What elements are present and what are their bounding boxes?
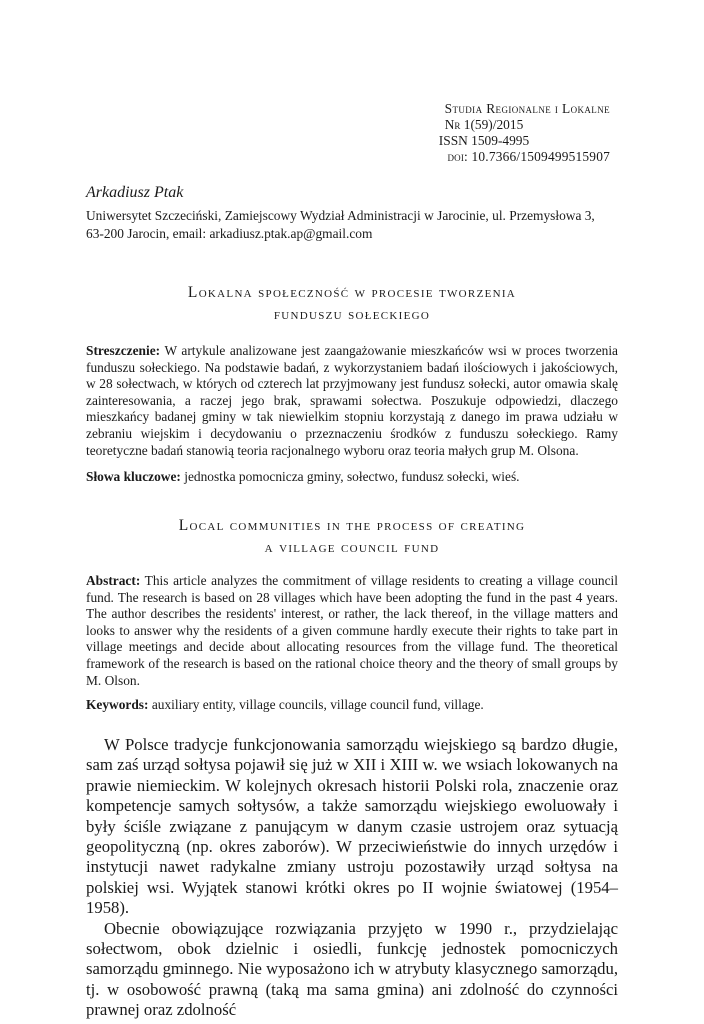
abstract-en-text: This article analyzes the commitment of village residents to creating a village council fund. The research is based on 28 villages which have been adopting the fund in the past 4 years. The author describes the residents' interest, or rather, the lack thereof, in the village matters and looks to answer why the residents of a given commune hardly execute their rights to take part in village meetings and decide about allocating resources from the village fund. The theoretical framework of the research is based on the rational choice theory and the theory of small groups by M. Olson. — [86, 573, 618, 688]
journal-issn: ISSN 1509-4995 — [438, 133, 530, 148]
keywords-pl-label: Słowa kluczowe: — [86, 469, 181, 484]
keywords-pl — [86, 469, 618, 486]
journal-title: Studia Regionalne i Lokalne — [444, 101, 610, 116]
body-paragraph-1: W Polsce tradycje funkcjonowania samorządu wiejskiego są bardzo długie, sam zaś urząd sołtysa pojawił się już w XII i XIII w. we wsiach lokowanych na prawie niemieckim. W kolejnych okresach historii Polski rola, znaczenie oraz kompetencje samych sołtysów, a także samorządu wiejskiego ewoluowały i były ściśle związane z panującym w danym czasie ustrojem oraz sytuacją geopolityczną (np. okres zaborów). W przeciwieństwie do innych urzędów i instytucji nawet radykalne zmiany ustroju pozostawiły urząd sołtysa na polskiej wsi. Wyjątek stanowi krótki okres po II wojnie światowej (1954–1958). — [86, 735, 618, 918]
journal-doi: doi: 10.7366/1509499515907 — [447, 149, 610, 164]
keywords-pl-text: jednostka pomocnicza gminy, sołectwo, fundusz sołecki, wieś. — [184, 469, 520, 484]
affiliation-line-1: Uniwersytet Szczeciński, Zamiejscowy Wydział Administracji w Jarocinie, ul. Przemysłowa 3, — [86, 208, 595, 223]
author-name: Arkadiusz Ptak — [86, 184, 184, 201]
journal-issue: Nr 1(59)/2015 — [444, 117, 524, 132]
article-title-en — [86, 515, 618, 559]
abstract-pl — [86, 343, 618, 459]
title-en-line-1: Local communities in the process of creating — [178, 517, 526, 534]
abstract-pl-text: W artykule analizowane jest zaangażowanie mieszkańców wsi w proces tworzenia funduszu sołeckiego. Na podstawie badań, z wykorzystaniem badań ilościowych i jakościowych, w 28 sołectwach, w których od czterech lat przyjmowany jest fundusz sołecki, autor omawia skalę zainteresowania, a raczej jego brak, sprawami sołectwa. Poszukuje odpowiedzi, dlaczego mieszkańcy badanej gminy w tak niewielkim stopniu korzystają z danego im prawa udziału w zebraniu wiejskim i decydowaniu o przeznaczeniu środków z funduszu sołeckiego. Ramy teoretyczne badań stanowią teoria racjonalnego wyboru oraz teoria małych grup M. Olsona. — [86, 343, 618, 458]
title-pl-line-1: Lokalna społeczność w procesie tworzenia — [187, 284, 517, 301]
title-en-line-2: a village council fund — [264, 539, 440, 556]
title-pl-line-2: funduszu sołeckiego — [273, 306, 431, 323]
affiliation-line-2: 63-200 Jarocin, email: arkadiusz.ptak.ap@gmail.com — [86, 226, 373, 241]
journal-header — [300, 101, 610, 165]
article-title-pl — [86, 282, 618, 326]
keywords-en — [86, 697, 618, 714]
keywords-en-label: Keywords: — [86, 697, 149, 712]
abstract-pl-label: Streszczenie: — [86, 343, 161, 358]
abstract-en — [86, 573, 618, 689]
keywords-en-text: auxiliary entity, village councils, village council fund, village. — [151, 697, 484, 712]
abstract-en-label: Abstract: — [86, 573, 141, 588]
body-text — [86, 735, 618, 1021]
author-affiliation — [86, 207, 626, 243]
body-paragraph-2: Obecnie obowiązujące rozwiązania przyjęto w 1990 r., przydzielając sołectwom, obok dzielnic i osiedli, funkcję jednostek pomocniczych samorządu gminnego. Nie wyposażono ich w atrybuty klasycznego samorządu, tj. w osobowość prawną (taką ma sama gmina) ani zdolność do czynności prawnej oraz zdolność — [86, 918, 618, 1020]
